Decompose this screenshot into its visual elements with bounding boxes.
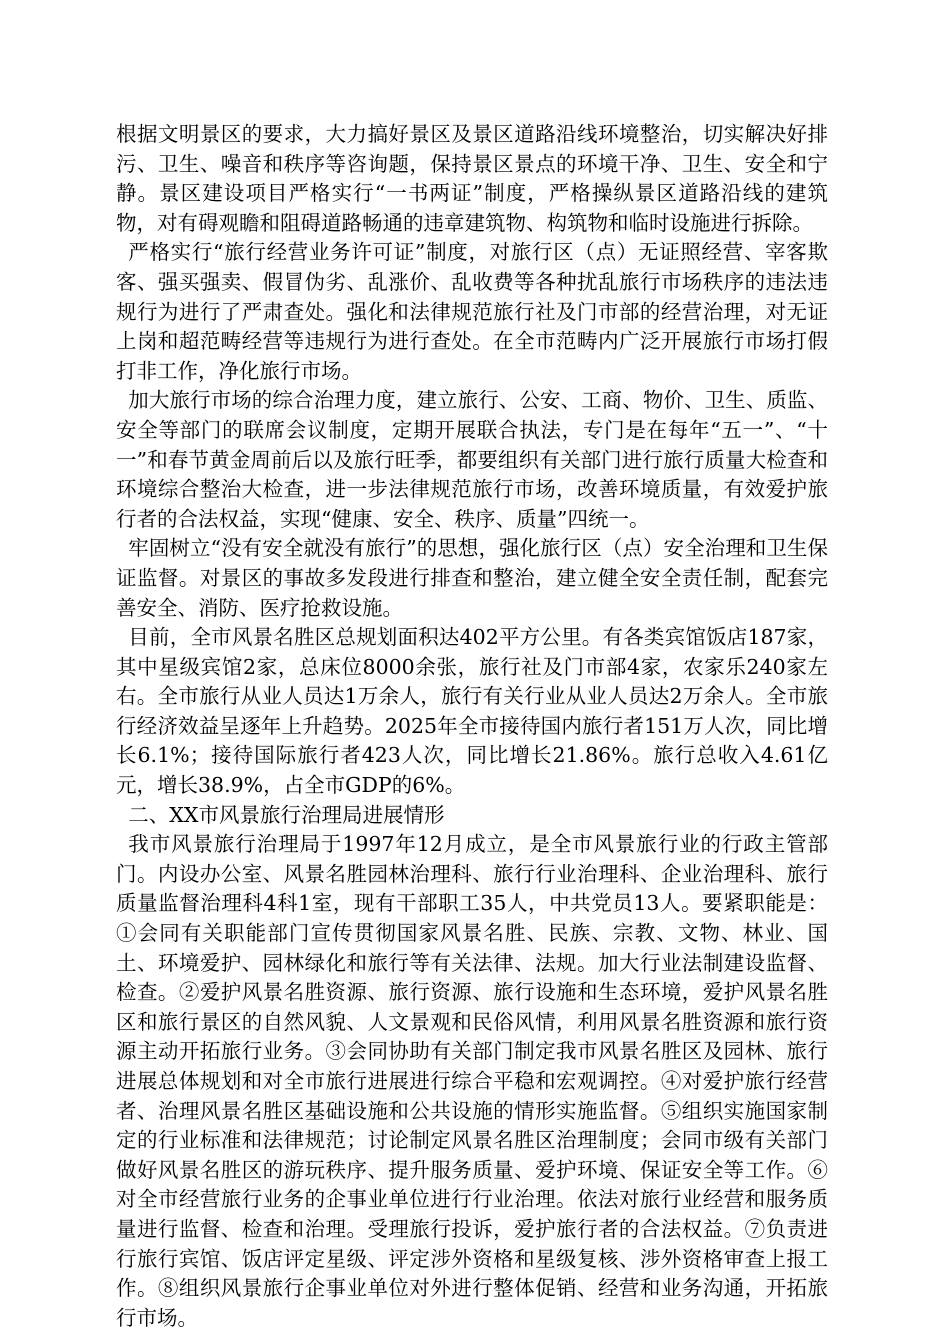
paragraph-safety: 牢固树立“没有安全就没有旅行”的思想，强化旅行区（点）安全治理和卫生保证监督。对景区的事故多发段进行排查和整治，建立健全安全责任制，配套完善安全、消防、医疗抢救设施。	[116, 536, 828, 620]
paragraph-license-system: 严格实行“旅行经营业务许可证”制度，对旅行区（点）无证照经营、宰客欺客、强买强卖、假冒伪劣、乱涨价、乱收费等各种扰乱旅行市场秩序的违法违规行为进行了严肃查处。强化和法律规范旅行社及门市部的经营治理，对无证上岗和超范畴经营等违规行为进行查处。在全市范畴内广泛开展旅行市场打假打非工作，净化旅行市场。	[116, 240, 828, 383]
document-body	[116, 120, 828, 1333]
paragraph-statistics: 目前，全市风景名胜区总规划面积达402平方公里。有各类宾馆饭店187家，其中星级宾馆2家，总床位8000余张，旅行社及门市部4家，农家乐240家左右。全市旅行从业人员达1万余人，旅行有关行业从业人员达2万余人。全市旅行经济效益呈逐年上升趋势。2025年全市接待国内旅行者151万人次，同比增长6.1%；接待国际旅行者423人次，同比增长21.86%。旅行总收入4.61亿元，增长38.9%，占全市GDP的6%。	[116, 625, 828, 798]
paragraph-bureau-functions: 我市风景旅行治理局于1997年12月成立，是全市风景旅行业的行政主管部门。内设办公室、风景名胜园林治理科、旅行行业治理科、企业治理科、旅行质量监督治理科4科1室，现有干部职工35人，中共党员13人。要紧职能是：①会同有关职能部门宣传贯彻国家风景名胜、民族、宗教、文物、林业、国土、环境爱护、园林绿化和旅行等有关法律、法规。加大行业法制建设监督、检查。②爱护风景名胜资源、旅行资源、旅行设施和生态环境，爱护风景名胜区和旅行景区的自然风貌、人文景观和民俗风情，利用风景名胜资源和旅行资源主动开拓旅行业务。③会同协助有关部门制定我市风景名胜区及园林、旅行进展总体规划和对全市旅行进展进行综合平稳和宏观调控。④对爱护旅行经营者、治理风景名胜区基础设施和公共设施的情形实施监督。⑤组织实施国家制定的行业标准和法律规范；讨论制定风景名胜区治理制度；会同市级有关部门做好风景名胜区的游玩秩序、提升服务质量、爱护环境、保证安全等工作。⑥对全市经营旅行业务的企事业单位进行行业治理。依法对旅行业经营和服务质量进行监督、检查和治理。受理旅行投诉，爱护旅行者的合法权益。⑦负责进行旅行宾馆、饭店评定星级、评定涉外资格和星级复核、涉外资格审查上报工作。⑧组织风景旅行企事业单位对外进行整体促销、经营和业务沟通，开拓旅行市场。	[116, 832, 828, 1330]
section-heading: 二、XX市风景旅行治理局进展情形	[128, 802, 445, 827]
paragraph-scenic-environment: 根据文明景区的要求，大力搞好景区及景区道路沿线环境整治，切实解决好排污、卫生、噪音和秩序等咨询题，保持景区景点的环境干净、卫生、安全和宁静。景区建设项目严格实行“一书两证”制度，严格操纵景区道路沿线的建筑物，对有碍观瞻和阻碍道路畅通的违章建筑物、构筑物和临时设施进行拆除。	[116, 122, 828, 235]
paragraph-comprehensive-governance: 加大旅行市场的综合治理力度，建立旅行、公安、工商、物价、卫生、质监、安全等部门的联席会议制度，定期开展联合执法，专门是在每年“五一”、“十一”和春节黄金周前后以及旅行旺季，都要组织有关部门进行旅行质量大检查和环境综合整治大检查，进一步法律规范旅行市场，改善环境质量，有效爱护旅行者的合法权益，实现“健康、安全、秩序、质量”四统一。	[116, 388, 828, 531]
